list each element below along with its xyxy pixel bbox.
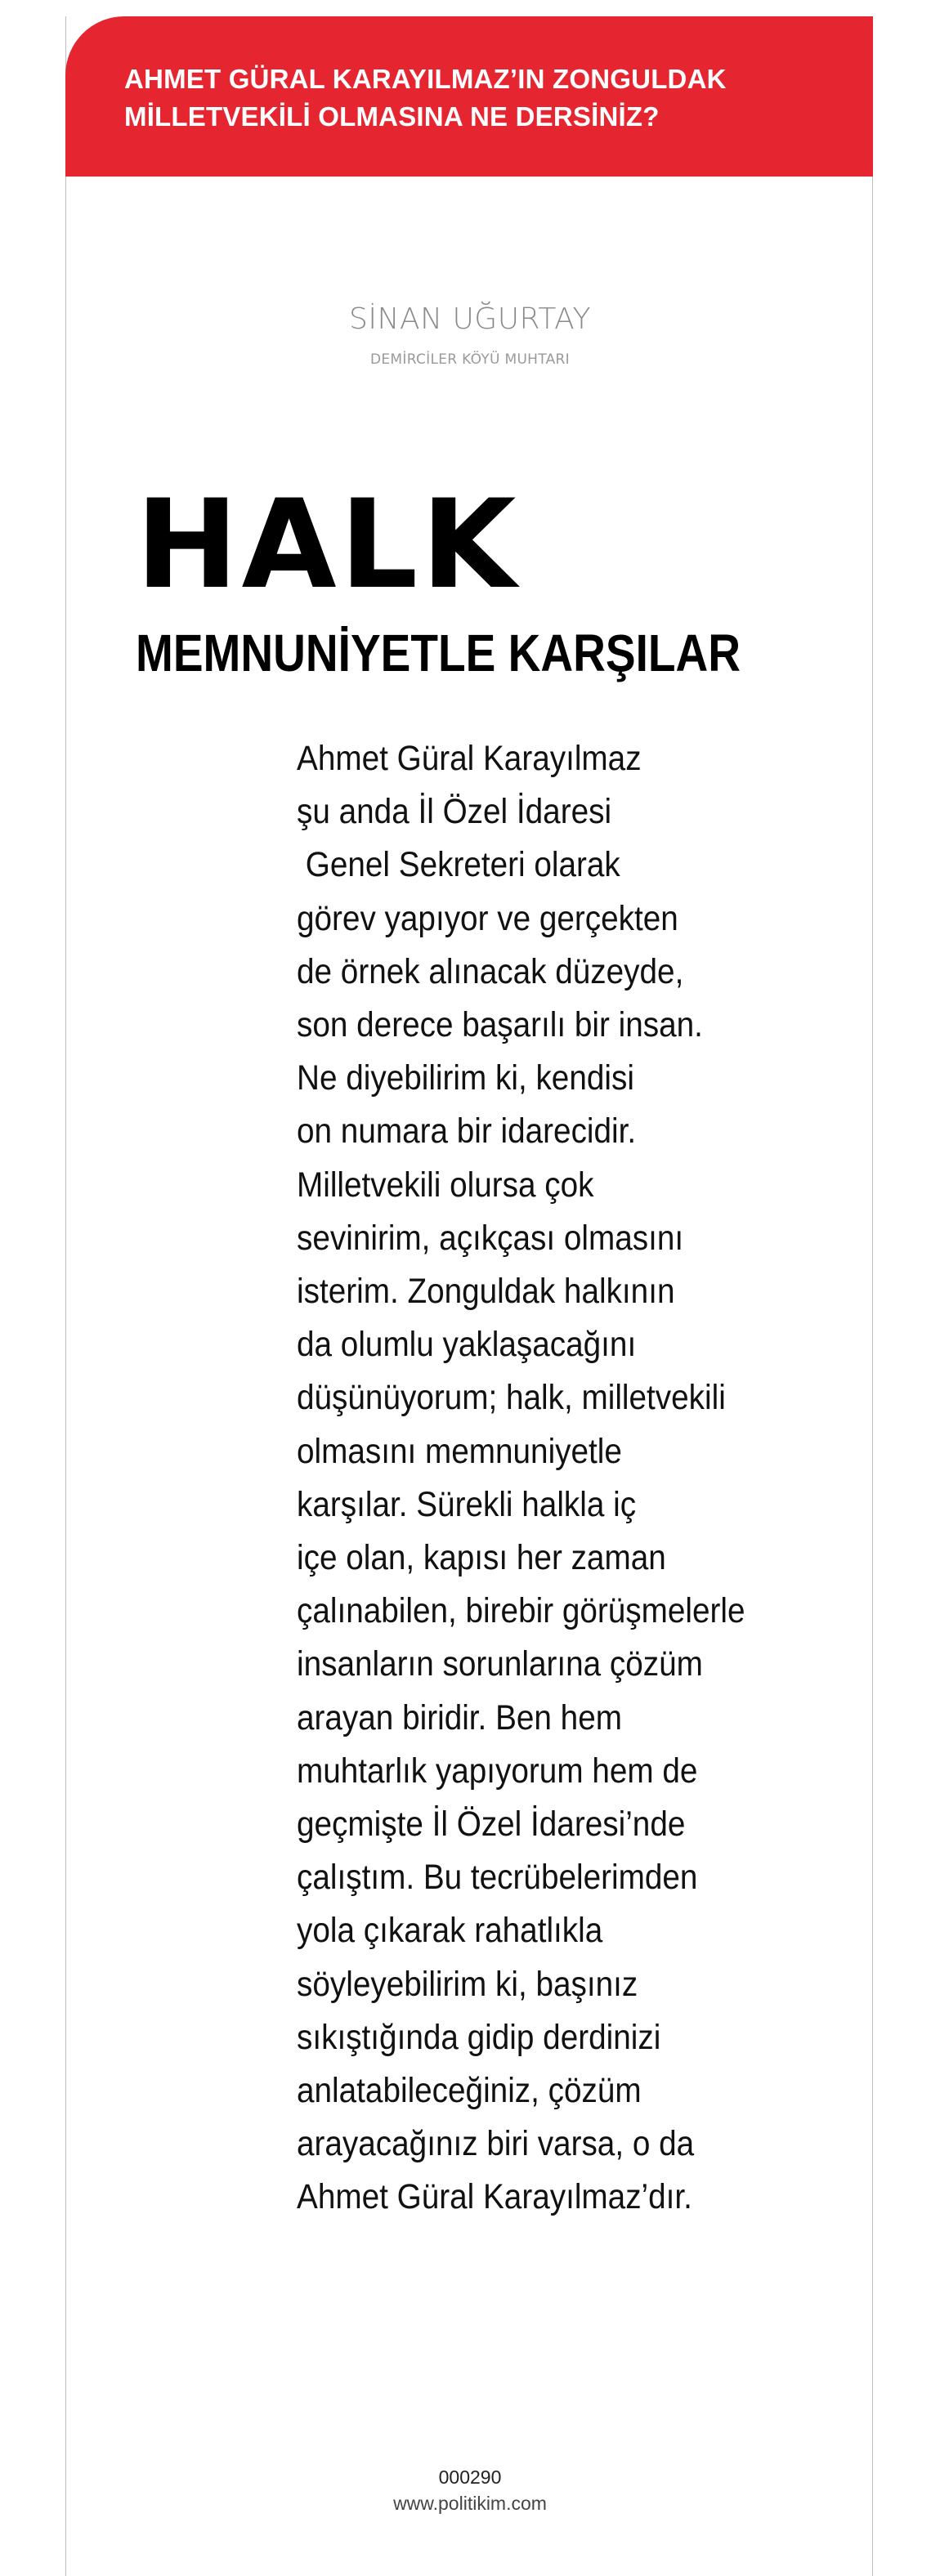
body-line: içe olan, kapısı her zaman [297,1538,666,1578]
body-line: sevinirim, açıkçası olmasını [297,1218,684,1258]
body-line: Genel Sekreteri olarak [297,845,620,885]
body-line: sıkıştığında gidip derdinizi [297,2017,661,2057]
answer-body [297,732,753,2225]
body-line: isterim. Zonguldak halkının [297,1272,675,1312]
author-name: SİNAN UĞURTAY [349,302,591,336]
body-line: Ahmet Güral Karayılmaz’dır. [297,2177,692,2217]
site-url: www.politikim.com [393,2493,547,2514]
body-line: muhtarlık yapıyorum hem de [297,1751,698,1791]
body-line: görev yapıyor ve gerçekten [297,898,678,938]
body-line: çalıştım. Bu tecrübelerimden [297,1858,698,1898]
body-line: son derece başarılı bir insan. [297,1005,703,1045]
body-line: de örnek alınacak düzeyde, [297,951,684,991]
body-line: yola çıkarak rahatlıkla [297,1911,603,1951]
body-line: olmasını memnuniyetle [297,1431,622,1471]
body-line: şu anda İl Özel İdaresi [297,792,612,832]
question-line-1: AHMET GÜRAL KARAYILMAZ’IN ZONGULDAK [124,64,727,94]
body-line: Ne diyebilirim ki, kendisi [297,1058,634,1098]
body-line: insanların sorunlarına çözüm [297,1644,703,1684]
body-line: on numara bir idarecidir. [297,1111,637,1152]
body-line: arayan biridir. Ben hem [297,1697,622,1737]
body-line: düşünüyorum; halk, milletvekili [297,1378,726,1418]
body-line: da olumlu yaklaşacağını [297,1325,637,1365]
body-line: Milletvekili olursa çok [297,1165,594,1205]
body-line: arayacağınız biri varsa, o da [297,2124,695,2164]
body-line: söyleyebilirim ki, başınız [297,1964,638,2004]
headline-sub: MEMNUNİYETLE KARŞILAR [136,624,741,682]
page-code: 000290 [438,2466,502,2488]
question-line-2: MİLLETVEKİLİ OLMASINA NE DERSİNİZ? [124,101,660,132]
question-title [124,60,844,136]
body-line: karşılar. Sürekli halkla iç [297,1484,637,1524]
headline-main: HALK [136,474,520,616]
author-title: DEMİRCİLER KÖYÜ MUHTARI [369,351,570,368]
body-line: Ahmet Güral Karayılmaz [297,739,642,778]
body-line: anlatabileceğiniz, çözüm [297,2071,642,2111]
body-line: çalınabilen, birebir görüşmelerle [297,1591,745,1631]
body-line: geçmişte İl Özel İdaresi’nde [297,1805,686,1845]
